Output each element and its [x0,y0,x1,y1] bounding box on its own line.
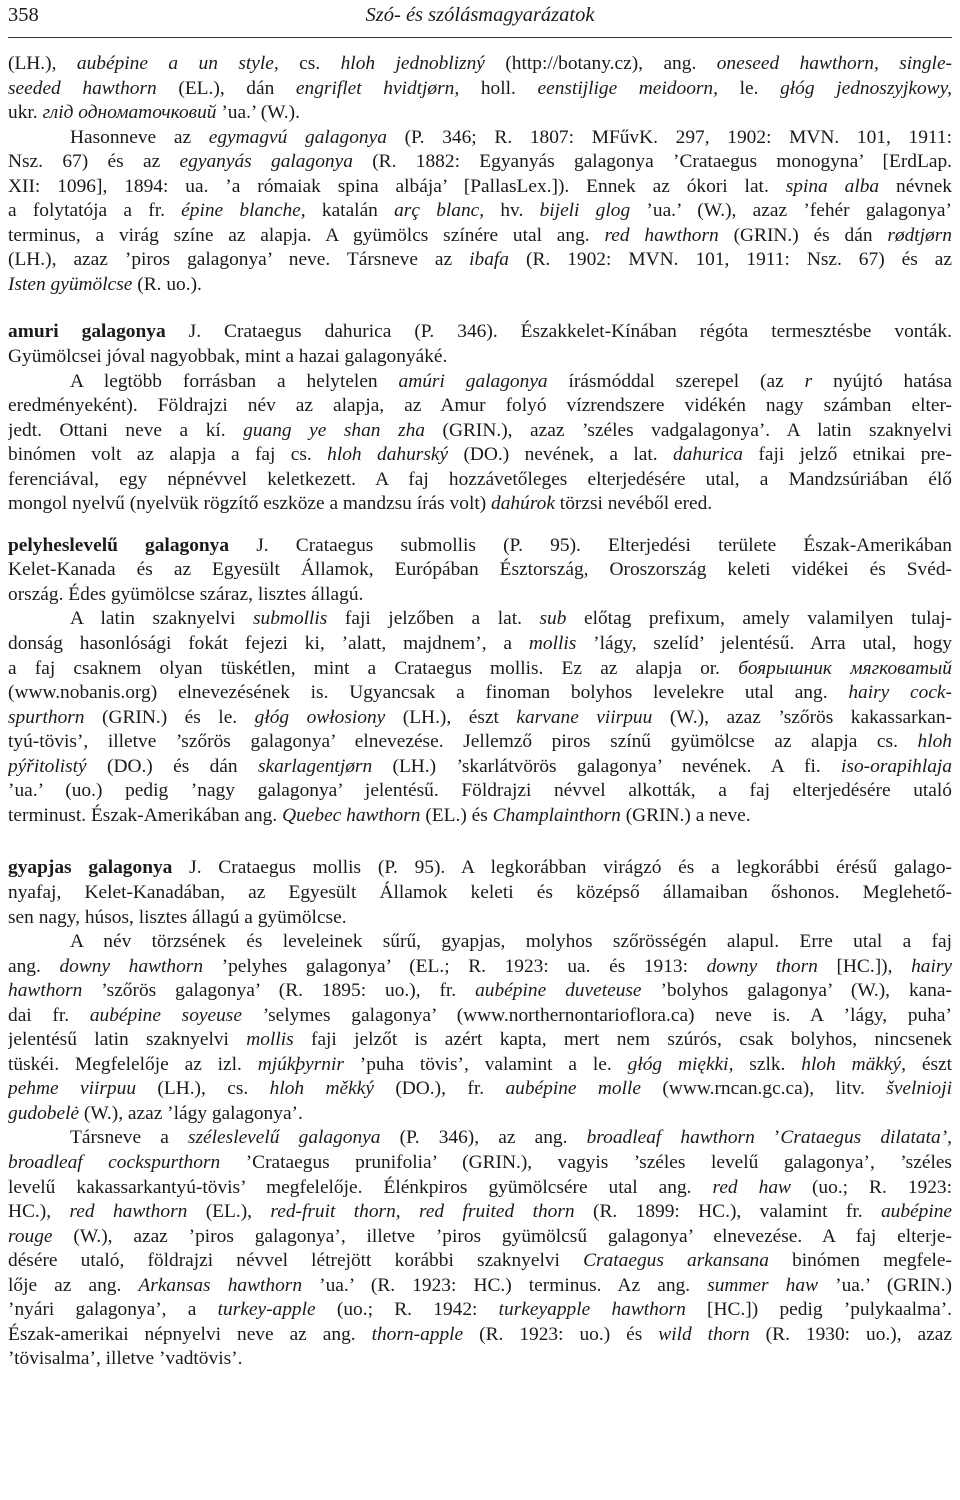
text-line [8,1347,952,1372]
italic-term: aubépine molle [505,1078,642,1100]
italic-term: red haw [712,1176,791,1198]
text-line [8,706,952,731]
text-run: (GRIN.), azaz ’széles vadgalagonya’. A latin szaknyelvi [424,419,952,441]
italic-term: sub [539,608,567,630]
text-line [8,779,952,804]
text-line [8,657,952,682]
italic-term: Quebec hawthorn [282,804,421,826]
page-body [8,52,952,1372]
text-line [8,1298,952,1323]
text-run: (LH.), azaz ’piros galagonya’ neve. Társneve az [8,249,470,271]
text-run: A legtöbb forrásban a helytelen [70,370,399,392]
italic-term: głóg miękki, [627,1053,734,1075]
text-run: mongol nyelvű (nyelvük rögzítő eszköze a mandzsu írás volt) [8,493,492,515]
text-run: tyú-tövis’, illetve ’szőrös galagonya’ elnevezése. Jellemző piros színű gyümölcse az alapja cs. [8,731,918,753]
italic-term: hawthorn [8,980,83,1002]
text-run: (GRIN.) a neve. [620,804,751,826]
text-line [8,1126,952,1151]
entry-pelyheslevelu-galagonya [8,534,952,829]
italic-term: épine blanche, [181,200,306,222]
text-run: XII: 1096], 1894: ua. ’a rómaiak spina albája’ [PallasLex.]). Ennek az ókori lat. [8,175,786,197]
italic-term: arç blanc, [394,200,485,222]
italic-term: amúri galagonya [398,370,548,392]
text-line [8,199,952,224]
text-line [8,345,952,370]
text-line [8,755,952,780]
text-run: J. Crataegus submollis (P. 95). Elterjedési területe Észak-Amerikában [229,534,952,556]
text-run: binómen volt az alapja a faj cs. [8,444,328,466]
text-run: nyújtó hatása [812,370,952,392]
text-run: (R. 1930: uo.), azaz [749,1323,952,1345]
text-line [8,468,952,493]
text-run: (www.rncan.gc.ca), litv. [641,1078,887,1100]
page-header [8,0,952,30]
italic-term: spina alba [785,175,880,197]
text-run: ország. Édes gyümölcse száraz, lisztes állagú. [8,583,364,605]
headword: gyapjas galagonya [8,857,173,879]
italic-term: egymagvú galagonya [208,126,387,148]
text-run: (www.nobanis.org) elnevezésének is. Ugyancsak a finoman bolyhos levelekre utal ang. [8,682,849,704]
text-run: HC.), [8,1201,70,1223]
text-run: ’ua.’ (W.). [216,102,300,124]
text-line [8,681,952,706]
italic-term: red hawthorn [69,1201,188,1223]
entry-spacer [8,828,952,856]
italic-term: thorn-apple [371,1323,464,1345]
italic-term: guang ye shan zha [243,419,425,441]
text-line [8,1053,952,1078]
text-run: Észak-amerikai népnyelvi neve az ang. [8,1323,372,1345]
entry-head-line [8,856,952,881]
text-run: ’selymes galagonya’ (www.northernontarioflora.ca) neve is. A ’lágy, puha’ [241,1004,952,1026]
text-run: (uo.; R. 1923: [790,1176,952,1198]
text-run: (W.), azaz ’szőrös kakassarkan- [652,706,952,728]
italic-term: pýřitolistý [8,755,87,777]
italic-term: downy hawthorn [59,955,204,977]
text-run: (P. 346), az ang. [380,1127,587,1149]
entry-head-line [8,534,952,559]
text-run: ’bolyhos galagonya’ (W.), kana- [641,980,952,1002]
text-line [8,583,952,608]
text-run: (GRIN.) és dán [718,224,888,246]
text-line [8,979,952,1004]
text-run: ’ua.’ (GRIN.) [818,1274,952,1296]
text-run: (GRIN.) és le. [84,706,255,728]
italic-term: hairy [911,955,952,977]
text-run: (DO.), fr. [373,1078,506,1100]
italic-term: spurthorn [8,706,85,728]
continuation-block [8,52,952,297]
text-run: faji jelzőben a lat. [327,608,540,630]
text-run: írásmóddal szerepel (az [547,370,805,392]
text-run: (EL.), dán [156,77,296,99]
entry-spacer [8,297,952,320]
text-run: (R. 1882: Egyanyás galagonya ’Crataegus monogyna’ [ErdLap. [352,151,952,173]
text-line [8,394,952,419]
italic-term: hloh dahurský [327,444,449,466]
text-run: a folytatója a fr. [8,200,182,222]
italic-term: red-fruit thorn, red fruited thorn [270,1201,575,1223]
italic-term: Champlainthorn [492,804,621,826]
text-line [8,443,952,468]
italic-term: turkeyapple hawthorn [498,1299,686,1321]
italic-term: mollis [528,633,577,655]
text-line [8,1249,952,1274]
text-run: (LH.), észt [385,706,517,728]
italic-term: mjúkþyrnir [257,1053,344,1075]
text-line [8,1274,952,1299]
italic-term: downy thorn [706,955,818,977]
text-line [8,1176,952,1201]
text-run: (P. 346; R. 1807: MFűvK. 297, 1902: MVN. 101, 1911: [386,126,952,148]
italic-term: боярышник мягковатый [738,657,952,679]
text-run: ’ua.’ (R. 1923: HC.) terminus. Az ang. [302,1274,708,1296]
text-run: ’Crataegus prunifolia’ (GRIN.), vagyis ’széles levelű galagonya’, ’széles [220,1151,952,1173]
text-run: eredményeként). Földrajzi név az alapja, az Amur folyó vízrendszere vidékén nagy számban elter- [8,395,952,417]
italic-term: submollis [253,608,328,630]
italic-term: wild thorn [658,1323,750,1345]
text-run: Hasonneve az [70,126,209,148]
italic-term: hloh mäkký, [801,1053,906,1075]
text-run: ukr. [8,102,43,124]
text-line [8,930,952,955]
text-run: (W.), azaz ’piros galagonya’, illetve ’piros gyümölcsű galagonya’ elnevezése. A faj elterje- [52,1225,952,1247]
italic-term: széleslevelű galagonya [187,1127,381,1149]
text-line [8,881,952,906]
italic-term: Isten gyümölcse [8,273,133,295]
italic-term: eenstijlige meidoorn, [537,77,718,99]
text-run: binómen megfele- [768,1250,952,1272]
text-run: előtag prefixum, amely valamilyen tulaj- [566,608,952,630]
text-line [8,804,952,829]
italic-term: skarlagentjørn [257,755,373,777]
italic-term: hloh jednoblizný [340,53,485,74]
text-run: J. Crataegus mollis (P. 95). A legkorábban virágzó és a legkorábbi érésű galago- [172,857,952,879]
text-line [8,248,952,273]
text-run: lője az ang. [8,1274,139,1296]
text-run: A név törzsének és leveleinek sűrű, gyapjas, molyhos szőrösségén alapul. Erre utal a faj [70,931,952,953]
italic-term: engriflet hvidtjørn, [295,77,460,99]
text-line [8,607,952,632]
text-run: ’nyári galagonya’, a [8,1299,218,1321]
text-run: ’tövisalma’, illetve ’vadtövis’. [8,1348,243,1370]
text-line [8,77,952,102]
text-run: hv. [484,200,540,222]
text-run: J. Crataegus dahurica (P. 346). Északkelet-Kínában régóta termesztésbe vonták. [165,321,952,343]
entry-gyapjas-galagonya [8,856,952,1371]
italic-term: hloh [917,731,952,753]
text-run: faji jelző etnikai pre- [743,444,952,466]
italic-term: oneseed hawthorn, single- [716,53,952,74]
running-head: Szó- és szólásmagyarázatok [365,4,595,26]
text-run: ’puha tövis’, valamint a le. [343,1053,628,1075]
text-run: (R. 1902: MVN. 101, 1911: Nsz. 67) és az [509,249,952,271]
italic-term: karvane viirpuu [516,706,653,728]
italic-term: глід одноматочковий [42,102,217,124]
text-run: terminus, a virág színe az alapja. A gyümölcs színére utal ang. [8,224,605,246]
text-line [8,955,952,980]
text-line [8,1323,952,1348]
italic-term: głóg jednoszyjkowy, [780,77,952,99]
text-run: (R. uo.). [132,273,202,295]
text-run: (uo.; R. 1942: [315,1299,499,1321]
text-run: ferenciával, egy népnévvel keletkezett. A faj hozzávetőleges elterjedésére utal, a Mandzsúriában élő [8,468,952,490]
text-run: ’ [754,1127,781,1149]
headword: amuri galagonya [8,321,166,343]
text-run: dai fr. [8,1004,90,1026]
italic-term: dahurica [672,444,744,466]
text-line [8,1102,952,1127]
italic-term: Crataegus dilatata’, [780,1127,952,1149]
text-run: ’szőrös galagonya’ (R. 1895: uo.), fr. [82,980,476,1002]
text-run: nyafaj, Kelet-Kanadában, az Egyesült Államok keleti és középső államaiban őshonos. Meglehető- [8,881,952,903]
text-run: holl. [459,77,538,99]
text-line [8,273,952,298]
italic-term: summer haw [707,1274,819,1296]
entry-head-line [8,320,952,345]
text-run: donság hasonlósági fokát fejezi ki, ’alatt, majdnem’, a [8,633,529,655]
italic-term: dahúrok [491,493,555,515]
italic-term: ibafa [469,249,509,271]
text-run: le. [717,77,781,99]
text-run: levelű kakassarkantyú-tövis’ megfelelője. Élénkpiros gyümölcsére utal ang. [8,1176,713,1198]
text-line [8,1151,952,1176]
italic-term: r [804,370,813,392]
italic-term: hloh měkký [269,1078,374,1100]
text-line [8,632,952,657]
text-run: A latin szaknyelvi [70,608,253,630]
text-run: jedt. Ottani neve a kí. [8,419,244,441]
text-run: [HC.]), [817,955,912,977]
italic-term: Crataegus arkansana [583,1250,769,1272]
text-run: cs. [278,53,341,74]
italic-term: głóg owłosiony [254,706,386,728]
text-run: (LH.), [8,53,77,74]
italic-term: aubépine duveteuse [475,980,642,1002]
text-line [8,175,952,200]
text-run: a faj csaknem olyan tüskétlen, mint a Crataegus mollis. Ez az alapja or. [8,657,739,679]
text-line [8,1077,952,1102]
text-line [8,52,952,77]
text-line [8,419,952,444]
text-run: sen nagy, húsos, lisztes állagú a gyümölcse. [8,906,347,928]
italic-term: seeded hawthorn [8,77,157,99]
headword: pelyheslevelű galagonya [8,534,230,556]
text-run: katalán [305,200,395,222]
text-run: (R. 1899: HC.), valamint fr. [574,1201,881,1223]
text-run: Gyümölcsei jóval nagyobbak, mint a hazai galagonyáké. [8,346,448,368]
text-run: ’ua.’ (W.), azaz ’fehér galagonya’ [630,200,952,222]
italic-term: bijeli glog [539,200,631,222]
text-run: faji jelzőt is azért kapta, mert nem szúrós, csak bolyhos, nincsenek [293,1029,952,1051]
text-run: [HC.]) pedig ’pulykaalma’. [685,1299,952,1321]
entry-spacer [8,517,952,534]
text-line [8,558,952,583]
text-line [8,1200,952,1225]
italic-term: gudobelė [8,1102,80,1124]
text-run: (EL.) és [420,804,493,826]
text-line [8,224,952,249]
text-line [8,1004,952,1029]
entry-amuri-galagonya [8,320,952,516]
italic-term: mollis [246,1029,294,1051]
text-run: észt [905,1053,952,1075]
italic-term: rødtjørn [887,224,952,246]
italic-term: turkey-apple [217,1299,316,1321]
text-run: ’pelyhes galagonya’ (EL.; R. 1923: ua. és 1913: [203,955,707,977]
text-run: ’lágy, szelíd’ jelentésű. Arra utal, hogy [576,633,952,655]
text-run: Társneve a [70,1127,188,1149]
text-run: Nsz. 67) és az [8,151,180,173]
text-line [8,730,952,755]
text-run: (LH.), cs. [136,1078,270,1100]
italic-term: aubépine soyeuse [89,1004,242,1026]
header-rule [8,37,952,38]
italic-term: red hawthorn [604,224,719,246]
italic-term: iso-orapihlaja [841,755,952,777]
italic-term: aubépine a un style, [76,53,279,74]
text-run: névnek [879,175,952,197]
italic-term: pehme viirpuu [8,1078,137,1100]
text-run: (EL.), [187,1201,271,1223]
text-run: (LH.) ’skarlátvörös galagonya’ nevének. A fi. [372,755,842,777]
italic-term: egyanyás galagonya [179,151,353,173]
text-run: Kelet-Kanada és az Egyesült Államok, Európában Észtország, Oroszország keleti vidékei és Svéd- [8,559,952,581]
text-run: (DO.) nevének, a lat. [448,444,673,466]
text-run: (W.), azaz ’lágy galagonya’. [79,1102,303,1124]
italic-term: broadleaf hawthorn [586,1127,755,1149]
italic-term: Arkansas hawthorn [138,1274,303,1296]
text-run: (DO.) és dán [86,755,258,777]
italic-term: švelnioji [886,1078,952,1100]
text-line [8,126,952,151]
text-run: ang. [8,955,60,977]
text-run: jelentésű latin szaknyelvi [8,1029,247,1051]
italic-term: aubépine [880,1201,952,1223]
text-run: ’ua.’ (uo.) pedig ’nagy galagonya’ jelentésű. Földrajzi névvel alkották, a faj elterjedésére utaló [8,780,952,802]
text-line [8,492,952,517]
text-run: désére utaló, földrajzi névvel létrejött korábbi szaknyelvi [8,1250,584,1272]
page-number: 358 [8,4,39,26]
text-run: (http://botany.cz), ang. [484,53,717,74]
italic-term: hairy cock- [848,682,952,704]
text-run: terminust. Észak-Amerikában ang. [8,804,283,826]
text-line [8,370,952,395]
text-run: tüskéi. Megfelelője az izl. [8,1053,258,1075]
text-run: törzsi nevéből ered. [554,493,713,515]
text-run: szlk. [733,1053,802,1075]
text-line [8,1028,952,1053]
text-line [8,150,952,175]
text-line [8,906,952,931]
text-line [8,101,952,126]
italic-term: broadleaf cockspurthorn [8,1151,221,1173]
italic-term: rouge [8,1225,53,1247]
text-line [8,1225,952,1250]
text-run: (R. 1923: uo.) és [463,1323,659,1345]
